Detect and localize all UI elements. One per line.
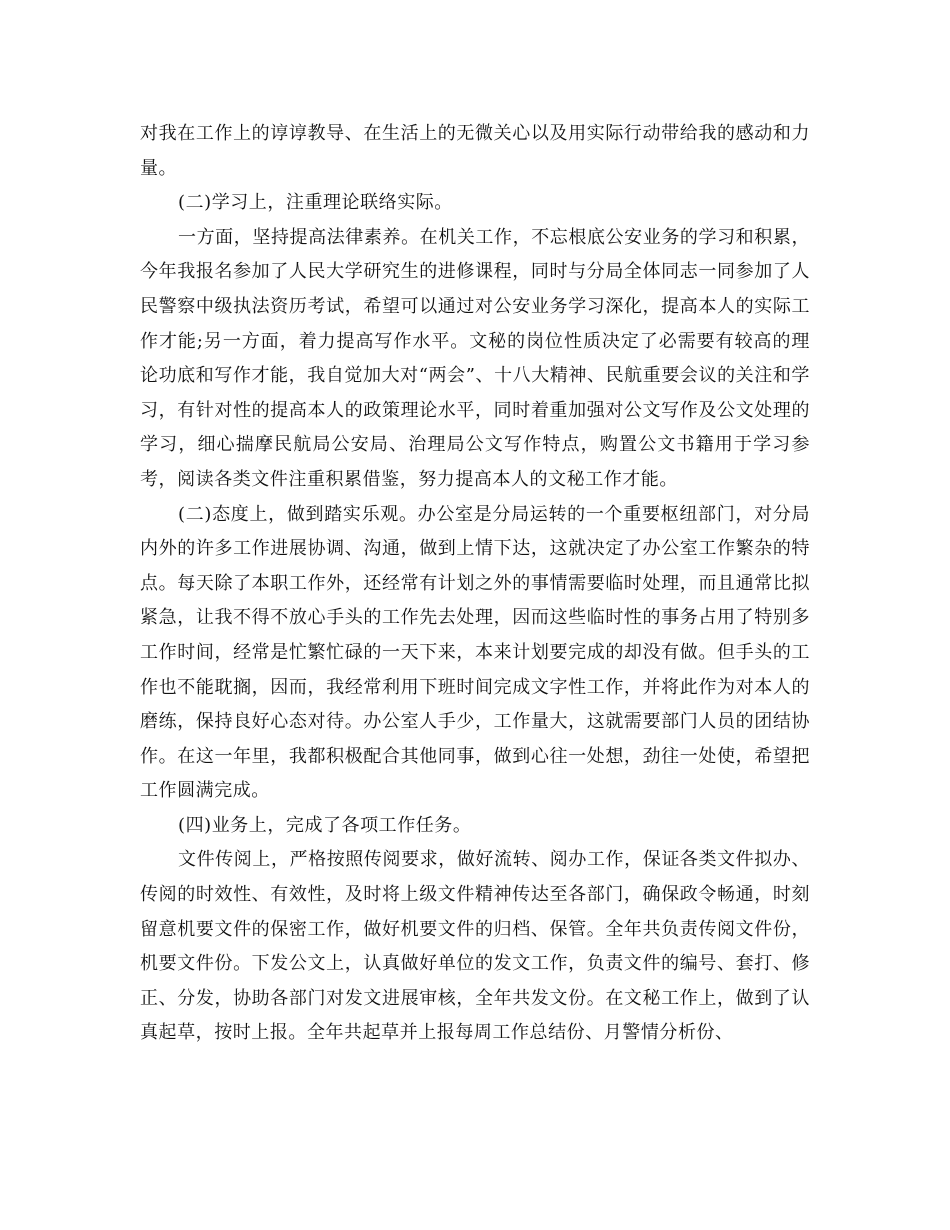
paragraph-1: 对我在工作上的谆谆教导、在生活上的无微关心以及用实际行动带给我的感动和力量。 [140, 123, 810, 179]
paragraph-5-heading: (四)业务上，完成了各项工作任务。 [178, 814, 472, 836]
paragraph-6: 文件传阅上，严格按照传阅要求，做好流转、阅办工作，保证各类文件拟办、传阅的时效性、有效性，及时将上级文件精神传达至各部门，确保政令畅通，时刻留意机要文件的保密工作，做好机要文件的归档、保管。全年共负责传阅文件份，机要文件份。下发公文上，认真做好单位的发文工作，负责文件的编号、套打、修正、分发，协助各部门对发文进展审核，全年共发文份。在文秘工作上，做到了认真起草，按时上报。全年共起草并上报每周工作总结份、月警情分析份、 [140, 849, 810, 1044]
paragraph-3: 一方面，坚持提高法律素养。在机关工作，不忘根底公安业务的学习和积累，今年我报名参加了人民大学研究生的进修课程，同时与分局全体同志一同参加了人民警察中级执法资历考试，希望可以通过对公安业务学习深化，提高本人的实际工作才能;另一方面，着力提高写作水平。文秘的岗位性质决定了必需要有较高的理论功底和写作才能，我自觉加大对“两会”、十八大精神、民航重要会议的关注和学习，有针对性的提高本人的政策理论水平，同时着重加强对公文写作及公文处理的学习，细心揣摩民航局公安局、治理局公文写作特点，购置公文书籍用于学习参考，阅读各类文件注重积累借鉴，努力提高本人的文秘工作才能。 [140, 226, 810, 490]
document-page [140, 117, 810, 1051]
paragraph-2-heading: (二)学习上，注重理论联络实际。 [178, 192, 453, 214]
paragraph-4: (二)态度上，做到踏实乐观。办公室是分局运转的一个重要枢纽部门，对分局内外的许多工作进展协调、沟通，做到上情下达，这就决定了办公室工作繁杂的特点。每天除了本职工作外，还经常有计划之外的事情需要临时处理，而且通常比拟紧急，让我不得不放心手头的工作先去处理，因而这些临时性的事务占用了特别多工作时间，经常是忙繁忙碌的一天下来，本来计划要完成的却没有做。但手头的工作也不能耽搁，因而，我经常利用下班时间完成文字性工作，并将此作为对本人的磨练，保持良好心态对待。办公室人手少，工作量大，这就需要部门人员的团结协作。在这一年里，我都积极配合其他同事，做到心往一处想，劲往一处使，希望把工作圆满完成。 [140, 503, 810, 802]
